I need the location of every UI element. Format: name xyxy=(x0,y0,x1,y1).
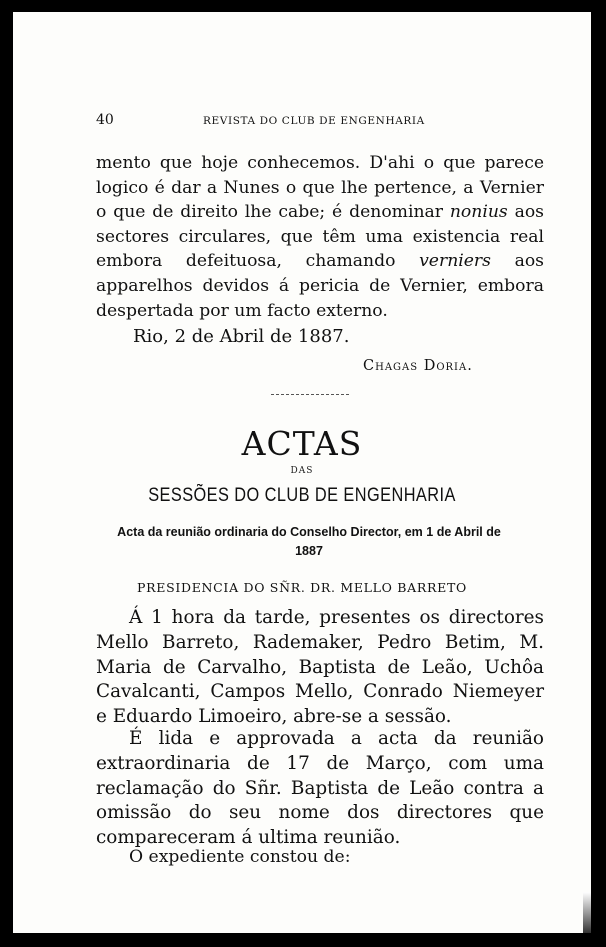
presidency-line: PRESIDENCIA DO SÑR. DR. MELLO BARRETO xyxy=(137,580,467,595)
body-paragraph-3: O expediente constou de: xyxy=(129,847,351,867)
running-title: REVISTA DO CLUB DE ENGENHARIA xyxy=(203,115,425,127)
opening-text-2: aos sectores circulares, que têm uma existencia real embora defeituosa, chamando xyxy=(96,202,544,272)
date-line: Rio, 2 de Abril de 1887. xyxy=(133,326,350,347)
page-number: 40 xyxy=(96,112,114,128)
opening-paragraph xyxy=(96,151,544,323)
term-verniers: verniers xyxy=(419,251,491,272)
section-title: ACTAS xyxy=(241,424,363,463)
section-divider xyxy=(271,394,349,395)
signature: Chagas Doria. xyxy=(363,358,473,374)
page-edge-shadow xyxy=(583,892,591,933)
body-paragraph-1: Á 1 hora da tarde, presentes os directores Mello Barreto, Rademaker, Pedro Betim, M. Maria de Carvalho, Baptista de Leão, Uchôa Cavalcanti, Campos Mello, Conrado Niemeyer e Eduardo Limoeiro, abre-se a sessão. xyxy=(96,607,544,728)
term-nonius: nonius xyxy=(449,202,508,223)
meeting-heading: Acta da reunião ordinaria do Conselho Director, em 1 de Abril de 1887 xyxy=(117,525,501,558)
opening-text-3: aos apparelhos devidos á pericia de Vernier, embora despertada por um facto externo. xyxy=(96,251,544,321)
book-page xyxy=(13,12,591,933)
section-subtitle: SESSÕES DO CLUB DE ENGENHARIA xyxy=(148,485,456,506)
section-das: DAS xyxy=(290,466,314,476)
body-paragraph-2: É lida e approvada a acta da reunião extraordinaria de 17 de Março, com uma reclamação do Sñr. Baptista de Leão contra a omissão do seu nome dos directores que compareceram á ultima reunião. xyxy=(96,728,544,849)
opening-text-1: mento que hoje conhecemos. D'ahi o que parece logico é dar a Nunes o que lhe pertence, a Vernier o que de direito lhe cabe; é denominar xyxy=(96,153,544,223)
